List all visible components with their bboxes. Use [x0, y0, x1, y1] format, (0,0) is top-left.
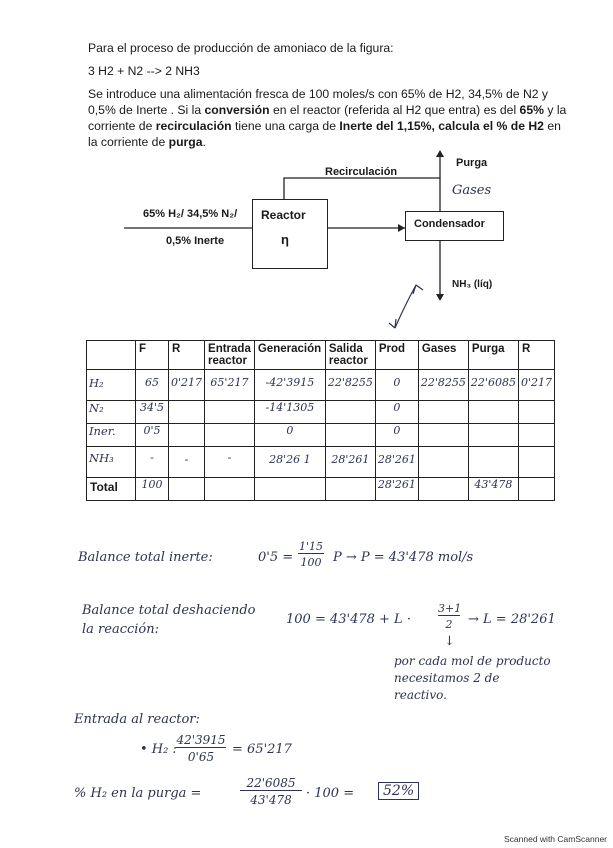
down-arrow-icon: ↓	[444, 634, 455, 649]
fraction-denominator: 2	[445, 618, 453, 631]
balance-total-eq: 100 = 43'478 + L ·	[286, 612, 411, 627]
nh3-arrowhead	[436, 294, 444, 301]
balance-note-1: por cada mol de producto	[394, 654, 551, 668]
reactor-label: Reactor	[261, 208, 306, 222]
fraction-denominator: 100	[300, 556, 322, 569]
table-cell: 28'261	[325, 447, 375, 478]
table-cell	[418, 401, 468, 424]
balance-total-result: → L = 28'261	[468, 612, 556, 627]
table-row	[87, 370, 555, 401]
bold-conversion: conversión	[204, 103, 270, 117]
nh3-label: NH₃ (líq)	[452, 279, 493, 290]
balance-note-2: necesitamos 2 de	[394, 671, 500, 685]
eta-symbol: η	[281, 232, 289, 247]
row-label: N₂	[87, 401, 136, 424]
table-cell	[468, 447, 518, 478]
header-cell: R	[518, 341, 554, 370]
header-cell: Prod	[375, 341, 418, 370]
table-cell	[418, 424, 468, 447]
purga-h2-result: 52%	[378, 782, 419, 800]
balance-inerte-label: Balance total inerte:	[78, 550, 213, 565]
table-header-row	[87, 341, 555, 370]
table-cell: -	[205, 447, 255, 478]
table-cell: 22'8255	[418, 370, 468, 401]
text-span: .	[202, 135, 206, 149]
table-row	[87, 447, 555, 478]
bold-65: 65%	[519, 103, 544, 117]
bold-purga: purga	[168, 135, 203, 149]
table-cell: -	[169, 447, 205, 478]
text-span: corriente de	[88, 119, 156, 133]
balance-table	[86, 340, 555, 501]
fraction-numerator: 42'3915	[176, 733, 226, 747]
text-span: tiene una carga de	[231, 119, 340, 133]
balance-total-label-2: la reacción:	[82, 622, 159, 637]
table-row-total	[87, 478, 555, 501]
text-span: y la	[543, 103, 567, 117]
header-cell: Salida reactor	[325, 341, 375, 370]
table-cell: 34'5	[136, 401, 169, 424]
balance-total-label-1: Balance total deshaciendo	[82, 603, 256, 618]
entrada-h2-label: • H₂ :	[140, 742, 177, 757]
fraction-numerator: 1'15	[298, 540, 324, 553]
table-cell: -14'1305	[254, 401, 325, 424]
header-cell: Entrada reactor	[205, 341, 255, 370]
table-cell	[518, 401, 554, 424]
table-cell	[254, 478, 325, 501]
handdrawn-arrow	[389, 285, 423, 328]
table-cell	[468, 424, 518, 447]
gases-handwritten: Gases	[452, 183, 492, 198]
table-cell	[518, 478, 554, 501]
condenser-label: Condensador	[414, 218, 485, 230]
table-cell: 100	[136, 478, 169, 501]
table-cell	[325, 401, 375, 424]
table-cell: 0'217	[518, 370, 554, 401]
header-cell: Purga	[468, 341, 518, 370]
header-cell: Gases	[418, 341, 468, 370]
fraction-numerator: 22'6085	[240, 776, 302, 791]
table-cell	[169, 401, 205, 424]
row-label: NH₃	[87, 447, 136, 478]
table-row	[87, 424, 555, 447]
table-cell	[169, 478, 205, 501]
table-cell: 22'8255	[325, 370, 375, 401]
table-cell: 28'261	[375, 478, 418, 501]
feed-label: 65% H₂/ 34,5% N₂/	[143, 208, 238, 220]
table-cell: 0'5	[136, 424, 169, 447]
row-label: H₂	[87, 370, 136, 401]
table-cell	[325, 424, 375, 447]
table-cell	[205, 478, 255, 501]
header-cell: F	[136, 341, 169, 370]
table-cell: 28'26 1	[254, 447, 325, 478]
balance-inerte-result: P → P = 43'478 mol/s	[333, 550, 474, 565]
purge-label: Purga	[456, 157, 488, 169]
table-cell: 22'6085	[468, 370, 518, 401]
process-diagram	[0, 0, 613, 340]
table-cell: 43'478	[468, 478, 518, 501]
entrada-h2-result: = 65'217	[232, 742, 292, 757]
text-span: en el reactor (referida al H2 que entra) es del	[269, 103, 520, 117]
table-cell: 0	[375, 401, 418, 424]
fraction-denominator: 0'65	[187, 750, 215, 764]
table-cell	[205, 424, 255, 447]
bold-inerte: Inerte del 1,15%, calcula el % de H2	[339, 119, 544, 133]
text-span: la corriente de	[88, 135, 169, 149]
table-cell	[205, 401, 255, 424]
table-cell: 0	[375, 424, 418, 447]
table-cell	[468, 401, 518, 424]
purga-h2-label: % H₂ en la purga =	[74, 786, 202, 801]
entrada-reactor-label: Entrada al reactor:	[74, 712, 200, 727]
balance-note-3: reactivo.	[394, 688, 447, 702]
text-span: en	[543, 119, 561, 133]
table-cell: 65	[136, 370, 169, 401]
scanner-watermark: Scanned with CamScanner	[504, 834, 608, 844]
total-label: Total	[87, 478, 136, 501]
header-cell: Generación	[254, 341, 325, 370]
table-cell: 0	[375, 370, 418, 401]
fraction-denominator: 43'478	[250, 793, 292, 807]
reaction-equation: 3 H2 + N2 --> 2 NH3	[88, 64, 200, 78]
outlet-arrowhead	[398, 224, 405, 232]
header-cell: R	[169, 341, 205, 370]
text-span: 0,5% de Inerte . Si la	[88, 103, 205, 117]
feed-label-inert: 0,5% Inerte	[166, 235, 225, 247]
table-cell	[325, 478, 375, 501]
table-cell	[518, 424, 554, 447]
table-cell: -	[136, 447, 169, 478]
table-cell	[418, 447, 468, 478]
fraction-numerator: 3+1	[438, 602, 462, 615]
problem-para-1: Se introduce una alimentación fresca de 100 moles/s con 65% de H2, 34,5% de N2 y	[88, 87, 549, 101]
table-cell	[418, 478, 468, 501]
recycle-label: Recirculación	[325, 166, 398, 178]
header-cell	[87, 341, 136, 370]
table-row	[87, 401, 555, 424]
bold-recirculacion: recirculación	[155, 119, 232, 133]
table-cell	[169, 424, 205, 447]
purge-arrowhead	[436, 150, 444, 157]
balance-inerte-eq: 0'5 =	[258, 550, 294, 565]
table-cell: 0	[254, 424, 325, 447]
row-label: Iner.	[87, 424, 136, 447]
table-cell	[518, 447, 554, 478]
table-cell: -42'3915	[254, 370, 325, 401]
table-cell: 65'217	[205, 370, 255, 401]
table-cell: 0'217	[169, 370, 205, 401]
purga-h2-mid: · 100 =	[306, 786, 355, 801]
problem-line-1: Para el proceso de producción de amoniaco de la figura:	[88, 41, 394, 55]
table-cell: 28'261	[375, 447, 418, 478]
